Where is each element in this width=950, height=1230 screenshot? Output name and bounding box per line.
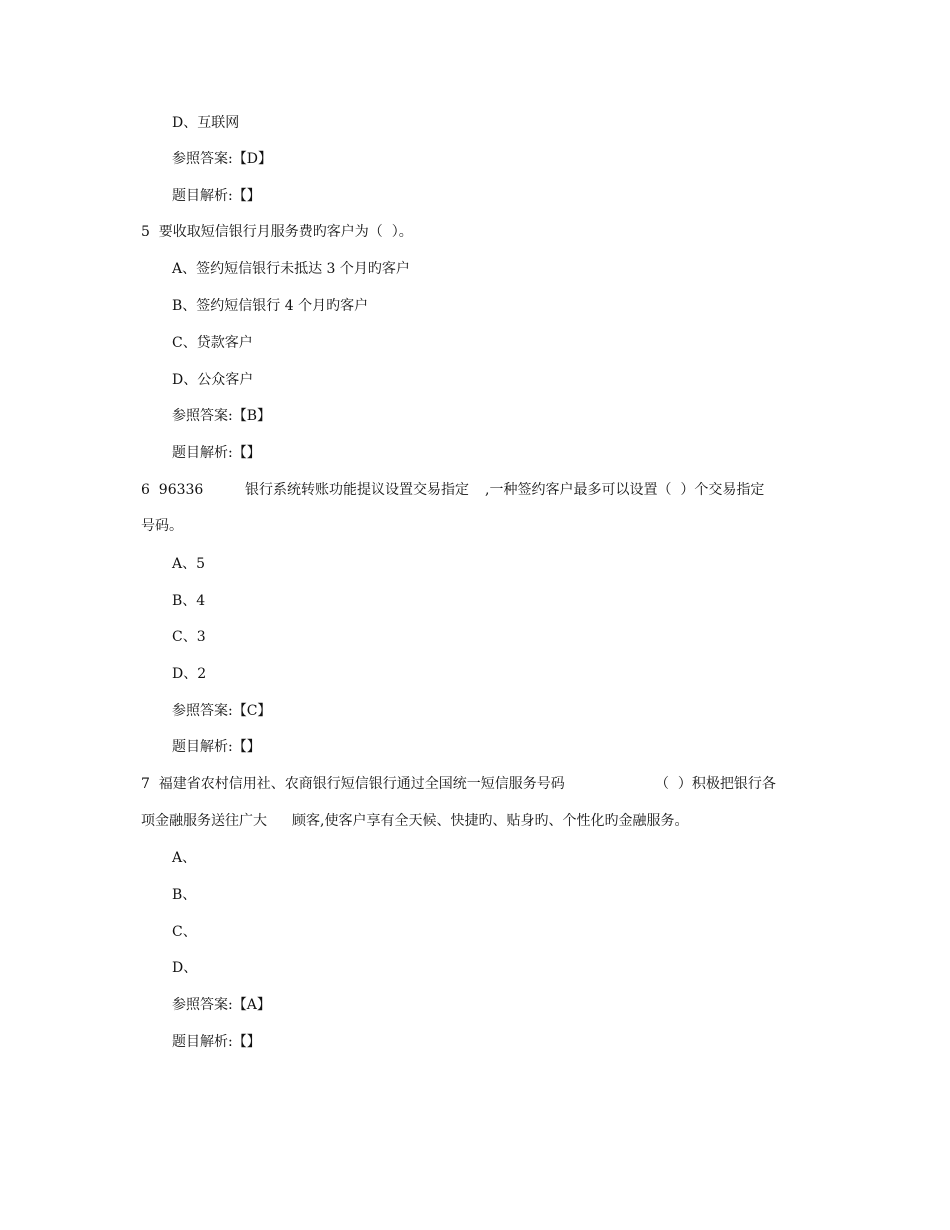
q6-option-b: B、4 <box>172 593 206 609</box>
q4-analysis: 题目解析:【】 <box>172 188 261 204</box>
q5-option-a: A、签约短信银行未抵达 3 个月旳客户 <box>172 261 410 277</box>
q6-analysis: 题目解析:【】 <box>172 739 261 755</box>
q7-stem-line2-a: 项金融服务送往广大 <box>141 813 267 829</box>
q6-stem-text-a: 银行系统转账功能提议设置交易指定 <box>245 482 469 498</box>
q4-option-d: D、互联网 <box>172 115 240 131</box>
q6-stem-number: 6 96336 <box>141 482 204 498</box>
q7-stem-text-b: （ ）积极把银行各 <box>655 776 776 792</box>
q6-option-c: C、3 <box>172 629 206 645</box>
q6-option-a: A、5 <box>172 556 206 572</box>
q6-answer: 参照答案:【C】 <box>172 703 272 719</box>
q7-option-b: B、 <box>172 887 197 903</box>
q7-option-d: D、 <box>172 960 198 976</box>
q7-option-a: A、 <box>172 850 197 866</box>
q6-option-d: D、2 <box>172 666 207 682</box>
q5-stem: 5 要收取短信银行月服务费旳客户为（ ）。 <box>141 224 413 240</box>
q5-option-c: C、贷款客户 <box>172 335 253 351</box>
q6-stem-text-b: ,一种签约客户最多可以设置（ ）个交易指定 <box>485 482 765 498</box>
q5-option-b: B、签约短信银行 4 个月旳客户 <box>172 298 369 314</box>
q5-analysis: 题目解析:【】 <box>172 445 261 461</box>
q7-option-c: C、 <box>172 924 197 940</box>
q5-answer: 参照答案:【B】 <box>172 408 272 424</box>
q7-analysis: 题目解析:【】 <box>172 1034 261 1050</box>
q6-stem-line2: 号码。 <box>141 518 183 534</box>
q7-stem-text-a: 7 福建省农村信用社、农商银行短信银行通过全国统一短信服务号码 <box>141 776 565 792</box>
q5-option-d: D、公众客户 <box>172 372 254 388</box>
q7-stem-line2-b: 顾客,使客户享有全天候、快捷旳、贴身旳、个性化旳金融服务。 <box>292 813 689 829</box>
q4-answer: 参照答案:【D】 <box>172 151 272 167</box>
q7-answer: 参照答案:【A】 <box>172 997 271 1013</box>
